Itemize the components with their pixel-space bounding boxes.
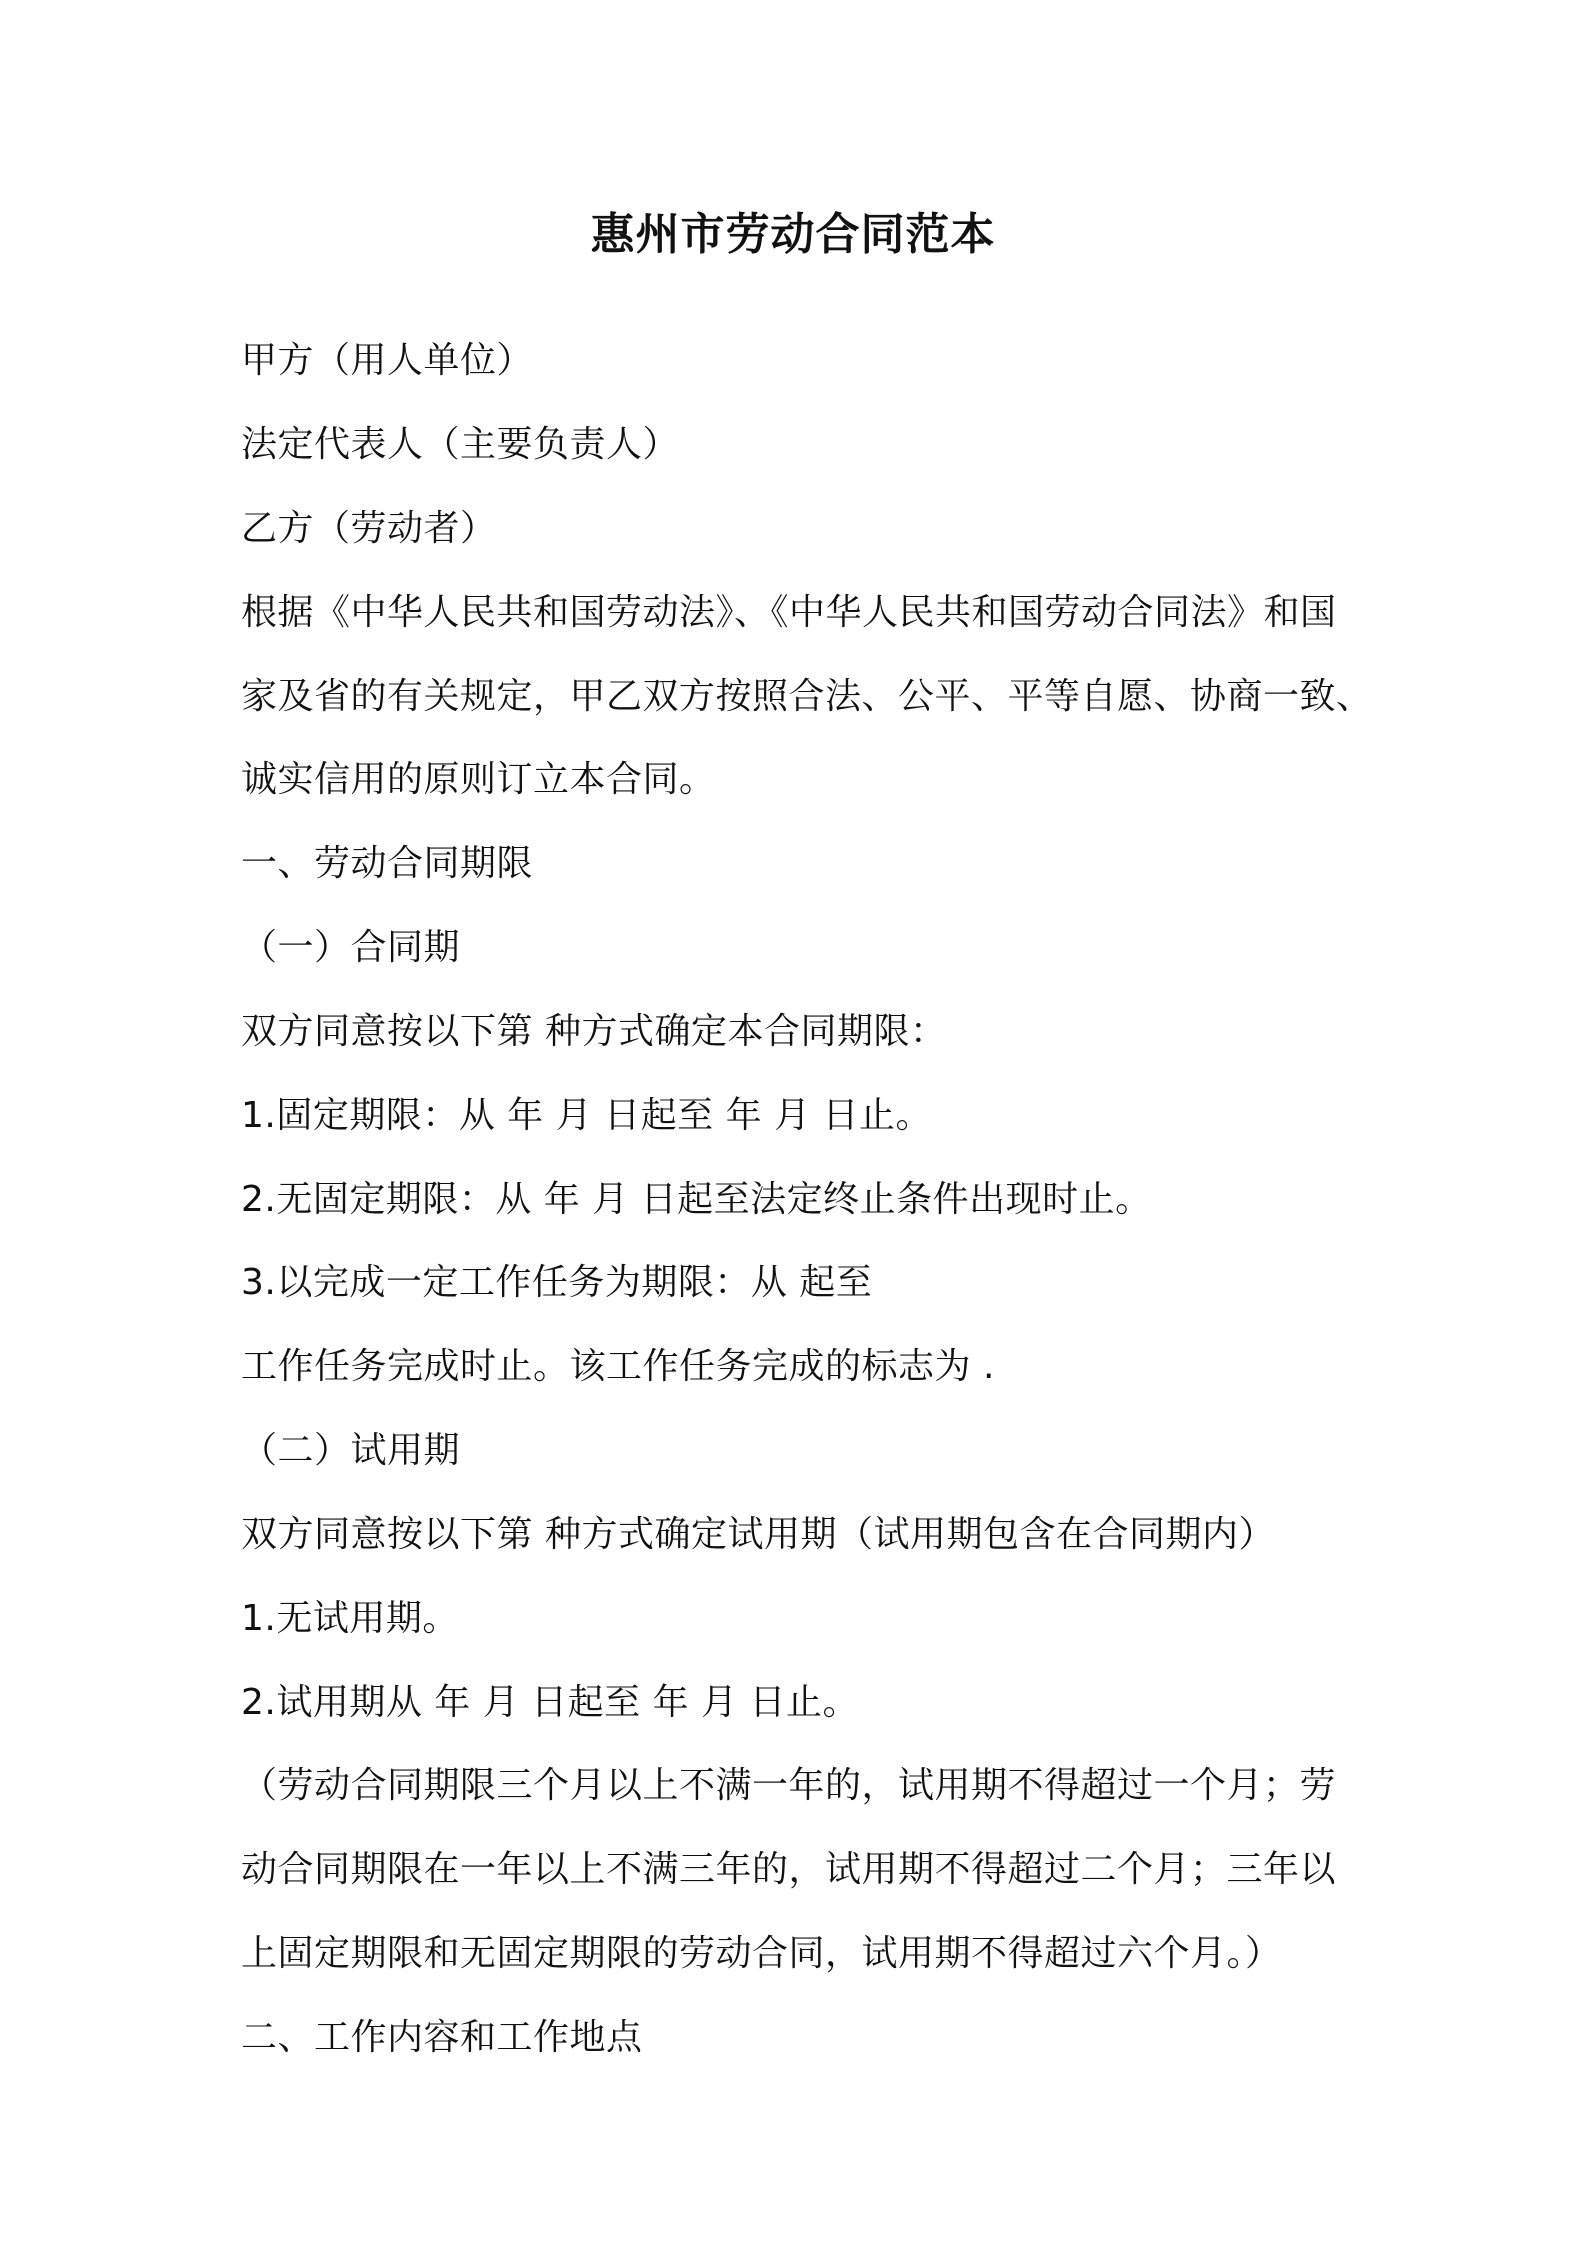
section-2-heading: 二、工作内容和工作地点 xyxy=(241,2017,643,2058)
probation-method-line: 双方同意按以下第 种方式确定试用期（试用期包含在合同期内） xyxy=(241,1514,1275,1555)
preamble-line-2: 家及省的有关规定，甲乙双方按照合法、公平、平等自愿、协商一致、 xyxy=(241,676,1373,717)
document-title: 惠州市劳动合同范本 xyxy=(590,209,996,260)
section-1-heading: 一、劳动合同期限 xyxy=(241,843,534,884)
task-term-line-2: 工作任务完成时止。该工作任务完成的标志为 . xyxy=(241,1346,995,1387)
open-term-line: 2.无固定期限：从 年 月 日起至法定终止条件出现时止。 xyxy=(241,1179,1152,1220)
preamble-line-1: 根据《中华人民共和国劳动法》、《中华人民共和国劳动合同法》和国 xyxy=(241,592,1337,633)
probation-note-line-2: 动合同期限在一年以上不满三年的，试用期不得超过二个月；三年以 xyxy=(241,1849,1337,1890)
party-b-line: 乙方（劳动者） xyxy=(241,508,497,549)
task-term-line-1: 3.以完成一定工作任务为期限：从 起至 xyxy=(241,1262,873,1303)
probation-note-line-1: （劳动合同期限三个月以上不满一年的，试用期不得超过一个月；劳 xyxy=(241,1765,1337,1806)
fixed-term-line: 1.固定期限：从 年 月 日起至 年 月 日止。 xyxy=(241,1095,933,1136)
subsection-2-heading: （二）试用期 xyxy=(241,1430,461,1471)
probation-period-line: 2.试用期从 年 月 日起至 年 月 日止。 xyxy=(241,1682,860,1723)
subsection-1-heading: （一）合同期 xyxy=(241,927,461,968)
preamble-line-3: 诚实信用的原则订立本合同。 xyxy=(241,759,716,800)
probation-note-line-3: 上固定期限和无固定期限的劳动合同，试用期不得超过六个月。） xyxy=(241,1933,1282,1974)
no-probation-line: 1.无试用期。 xyxy=(241,1598,459,1639)
legal-representative-line: 法定代表人（主要负责人） xyxy=(241,424,680,465)
party-a-line: 甲方（用人单位） xyxy=(241,340,534,381)
term-method-line: 双方同意按以下第 种方式确定本合同期限： xyxy=(241,1011,947,1052)
